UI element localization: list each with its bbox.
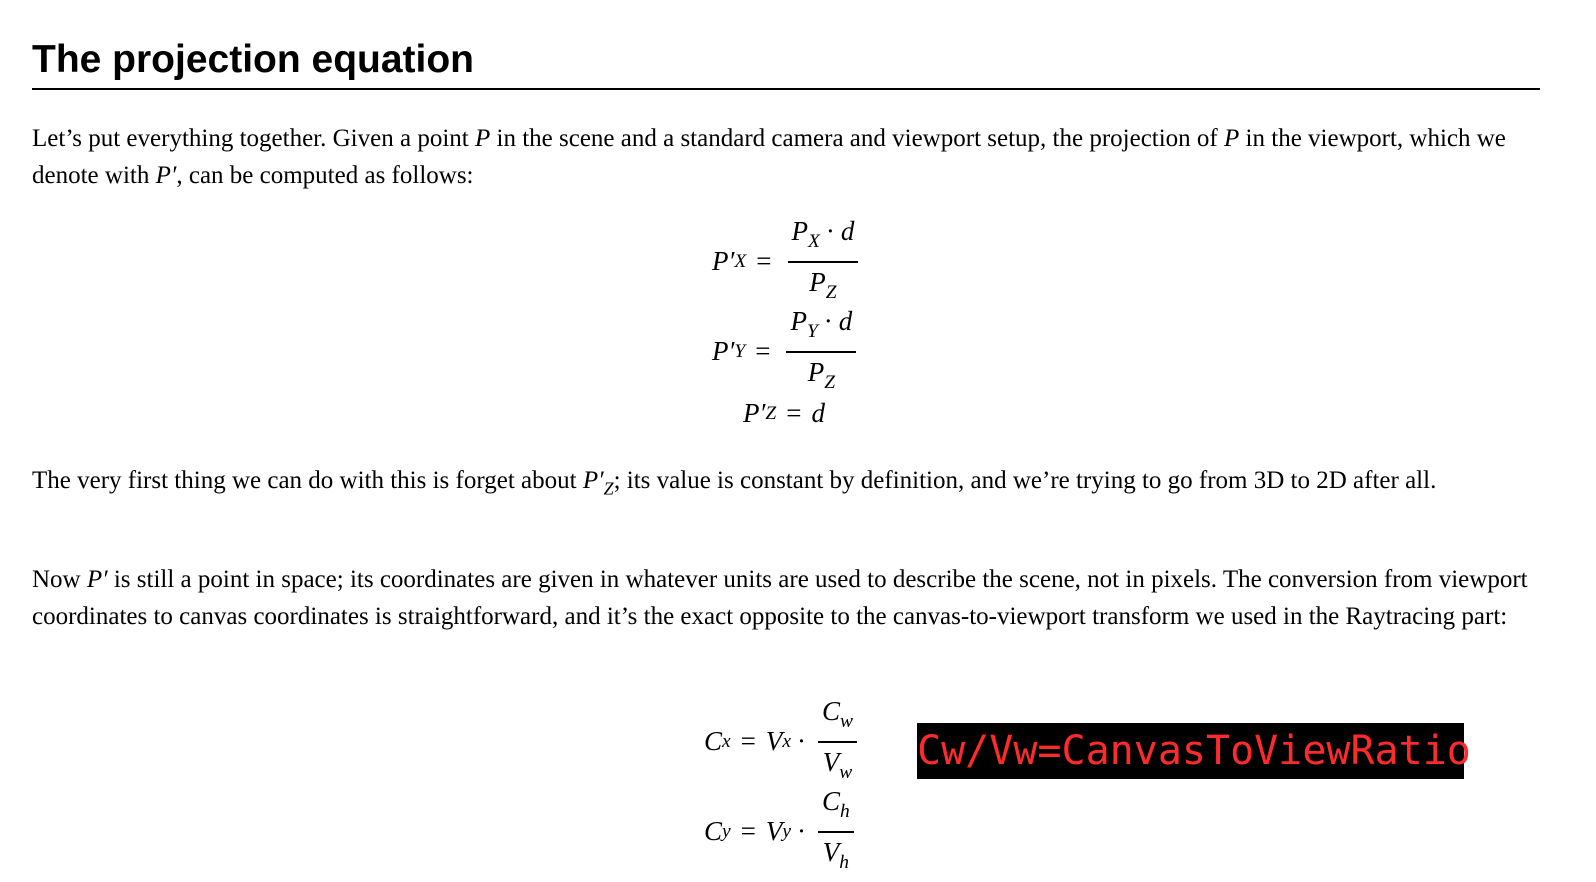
fraction: $\frac{C_h}{V_h}$ [818,784,854,880]
equation-px: P′ X = $\frac{P_X \cdot d}{P_Z}$ [712,214,864,310]
ratio-annotation: Cw/Vw=CanvasToViewRatio [917,723,1464,779]
intro-paragraph: Let’s put everything together. Given a point P in the scene and a standard camera and viewport setup, the projection of P in the viewport, which we denote with P′, can be computed as follows: [32,125,1506,189]
page-title: The projection equation [32,32,1540,90]
fraction: $\frac{P_X \cdot d}{P_Z}$ [788,214,859,310]
equation-pz: P′ Z = d [743,398,825,428]
fraction: $\frac{C_w}{V_w}$ [818,694,857,790]
equation-py: P′ Y = $\frac{P_Y \cdot d}{P_Z}$ [712,304,862,400]
equation-cx: C x = V x · $\frac{C_w}{V_w}$ [704,694,863,790]
conversion-paragraph: Now P′ is still a point in space; its coordinates are given in whatever units are used to describe the scene, not in pixels. The conversion from viewport coordinates to canvas coordinates is straightforward, and it’s the exact opposite to the canvas-to-viewport transform we used in the Raytracing part: [32,566,1528,630]
equation-cy: C y = V y · $\frac{C_h}{V_h}$ [704,784,860,880]
fraction: $\frac{P_Y \cdot d}{P_Z}$ [786,304,856,400]
forget-pz-paragraph: The very first thing we can do with this is forget about $P'_Z$; its value is constant by definition, and we’re trying to go from 3D to 2D after all. [32,467,1437,499]
